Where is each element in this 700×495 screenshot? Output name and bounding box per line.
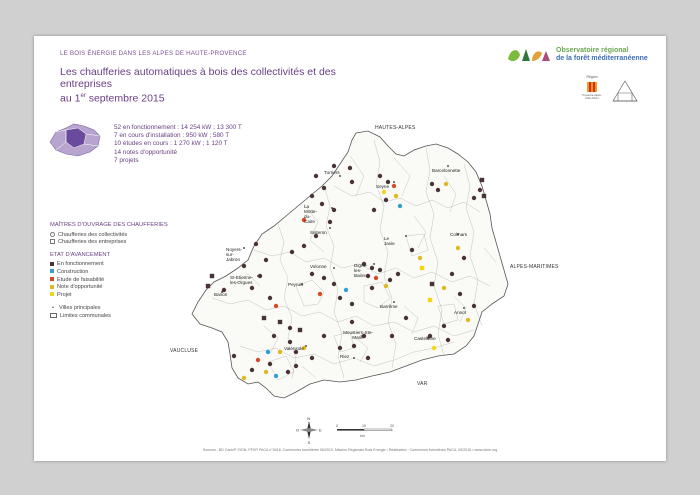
- city-marker-icon: •: [52, 305, 54, 312]
- city-label: La Motte-du-Caire: [304, 204, 318, 224]
- heating-site-marker: [310, 272, 314, 276]
- city-label: Barcelonnette: [432, 168, 461, 173]
- city-point: [339, 175, 341, 177]
- legend-limits-label: Limites communales: [60, 312, 111, 319]
- heating-site-marker: [344, 288, 348, 292]
- department-outline: [192, 131, 508, 398]
- heating-site-marker: [396, 272, 400, 276]
- heating-site-marker: [432, 346, 436, 350]
- heating-site-marker: [314, 174, 318, 178]
- scale-tick: 10: [362, 424, 366, 428]
- city-label: Banon: [214, 292, 228, 297]
- region-sub: Provence-Alpes-Côte d'Azur: [582, 94, 602, 100]
- city-label: Turriers: [324, 170, 340, 175]
- title-line-1: Les chaufferies automatiques à bois des collectivités et des entreprises: [60, 66, 336, 90]
- heating-site-marker: [268, 362, 272, 366]
- compass-o: O: [296, 427, 300, 433]
- heating-site-marker: [392, 184, 396, 188]
- heating-site-marker: [274, 304, 278, 308]
- heating-site-marker: [290, 250, 294, 254]
- title-date-sup: er: [80, 93, 86, 99]
- heating-site-marker: [372, 208, 376, 212]
- heating-site-marker: [430, 282, 434, 286]
- heating-site-marker: [442, 286, 446, 290]
- heating-site-marker: [250, 286, 254, 290]
- heating-site-marker: [348, 166, 352, 170]
- heating-site-marker: [418, 256, 422, 260]
- city-point: [329, 227, 331, 229]
- city-point: [405, 235, 407, 237]
- heating-site-marker: [232, 354, 236, 358]
- heating-site-marker: [366, 356, 370, 360]
- heating-site-marker: [350, 302, 354, 306]
- legend-status-label: En fonctionnement: [57, 261, 104, 268]
- heating-site-marker: [210, 274, 214, 278]
- scale-tick: 20: [390, 424, 394, 428]
- heating-site-marker: [264, 370, 268, 374]
- heating-site-marker: [378, 268, 382, 272]
- heating-site-marker: [482, 194, 486, 198]
- logo-line-2: de la forêt méditerranéenne: [556, 55, 648, 62]
- title-date-suffix: septembre 2015: [85, 92, 165, 105]
- city-point: [353, 357, 355, 359]
- heating-site-marker: [272, 334, 276, 338]
- stat-studies: 10 études en cours : 1 270 kW ; 1 120 T: [114, 140, 228, 148]
- legend-status-title: ETAT D'AVANCEMENT: [50, 251, 111, 258]
- city-label: Sisteron: [310, 230, 327, 235]
- heating-site-marker: [206, 284, 210, 288]
- heating-site-marker: [332, 164, 336, 168]
- heating-site-marker: [456, 246, 460, 250]
- heating-site-marker: [242, 264, 246, 268]
- heating-site-marker: [430, 182, 434, 186]
- legend-owner-label: Chaufferies des entreprises: [58, 239, 127, 246]
- heating-site-marker: [254, 242, 258, 246]
- heating-site-marker: [398, 204, 402, 208]
- city-point: [393, 181, 395, 183]
- heating-site-marker: [278, 320, 282, 324]
- heating-site-marker: [466, 318, 470, 322]
- heating-site-marker: [462, 256, 466, 260]
- city-label: Riez: [340, 354, 350, 359]
- city-label: Barrême: [380, 304, 398, 309]
- heating-site-marker: [410, 248, 414, 252]
- compass-n: N: [307, 416, 311, 421]
- scale-unit: km: [360, 434, 365, 438]
- label-var: VAR: [417, 381, 428, 387]
- heating-site-marker: [268, 296, 272, 300]
- heating-site-marker: [310, 356, 314, 360]
- heating-site-marker: [350, 320, 354, 324]
- heating-site-marker: [370, 286, 374, 290]
- heating-site-marker: [332, 208, 336, 212]
- city-label: Colmars: [450, 232, 468, 237]
- label-hautes-alpes: HAUTES-ALPES: [375, 125, 416, 131]
- heating-site-marker: [436, 188, 440, 192]
- heating-site-marker: [450, 272, 454, 276]
- department-map: [34, 36, 666, 461]
- heating-site-marker: [428, 298, 432, 302]
- compass-s: S: [307, 440, 311, 444]
- label-alpes-maritimes: ALPES-MARITIMES: [510, 264, 559, 270]
- city-point: [373, 263, 375, 265]
- city-label: Seyne: [376, 184, 390, 189]
- city-label: Volonne: [310, 264, 327, 269]
- city-label: Peyruis: [288, 282, 304, 287]
- heating-site-marker: [338, 346, 342, 350]
- heating-site-marker: [384, 198, 388, 202]
- legend-owner-title: MAÎTRES D'OUVRAGE DES CHAUFFERIES: [50, 222, 168, 228]
- heating-site-marker: [388, 278, 392, 282]
- legend-owner-label: Chaufferies des collectivités: [58, 231, 128, 238]
- heating-site-marker: [294, 364, 298, 368]
- compass-rose-icon: [296, 416, 322, 444]
- label-vaucluse: VAUCLUSE: [170, 348, 199, 354]
- legend-status-label: Projet: [57, 291, 72, 298]
- scale-tick: 0: [336, 424, 338, 428]
- kicker: LE BOIS ÉNERGIE DANS LES ALPES DE HAUTE-PROVENCE: [60, 50, 247, 57]
- heating-site-marker: [266, 350, 270, 354]
- heating-site-marker: [446, 338, 450, 342]
- stat-installation: 7 en cours d'installation : 950 kW ; 580 T: [114, 132, 230, 140]
- city-label: Digne-les-Bains: [354, 263, 368, 278]
- heating-site-marker: [318, 292, 322, 296]
- heating-site-marker: [322, 276, 326, 280]
- heating-site-marker: [302, 244, 306, 248]
- heating-site-marker: [350, 180, 354, 184]
- logo-line-1: Observatoire régional: [556, 47, 629, 54]
- city-point: [447, 165, 449, 167]
- region-label: Région: [586, 75, 598, 79]
- heating-site-marker: [264, 258, 268, 262]
- heating-site-marker: [458, 292, 462, 296]
- heating-site-marker: [442, 324, 446, 328]
- heating-site-marker: [310, 194, 314, 198]
- heating-site-marker: [472, 196, 476, 200]
- heating-site-marker: [274, 374, 278, 378]
- city-point: [463, 307, 465, 309]
- heating-site-marker: [288, 340, 292, 344]
- heating-site-marker: [278, 350, 282, 354]
- legend-status-label: Etude de faisabilité: [57, 276, 105, 283]
- heating-site-marker: [288, 326, 292, 330]
- city-label: Le Javie: [384, 236, 395, 246]
- heating-site-marker: [352, 344, 356, 348]
- heating-site-marker: [298, 328, 302, 332]
- heating-site-marker: [478, 188, 482, 192]
- heating-site-marker: [378, 174, 382, 178]
- heating-site-marker: [420, 266, 424, 270]
- heating-site-marker: [262, 316, 266, 320]
- stat-notes: 14 notes d'opportunité: [114, 148, 178, 156]
- city-point: [243, 247, 245, 249]
- heating-site-marker: [390, 334, 394, 338]
- stat-projects: 7 projets: [114, 156, 139, 164]
- map-page: [34, 36, 666, 461]
- heating-site-marker: [374, 276, 378, 280]
- heating-site-marker: [404, 316, 408, 320]
- heating-site-marker: [322, 186, 326, 190]
- heating-site-marker: [286, 370, 290, 374]
- heating-site-marker: [256, 358, 260, 362]
- heating-site-marker: [472, 304, 476, 308]
- heating-site-marker: [250, 368, 254, 372]
- stat-running: 52 en fonctionnement : 14 254 kW ; 13 300 T: [114, 124, 242, 131]
- title-date-prefix: au 1: [60, 92, 81, 105]
- heating-site-marker: [320, 202, 324, 206]
- heating-site-marker: [322, 334, 326, 338]
- city-point: [393, 301, 395, 303]
- heating-site-marker: [382, 190, 386, 194]
- city-label: Annot: [454, 310, 467, 315]
- heating-site-marker: [370, 266, 374, 270]
- legend-cities-label: Villes principales: [59, 305, 101, 312]
- city-label: Moustiers-Ste-Marie: [343, 330, 373, 340]
- city-label: Castellane: [414, 336, 436, 341]
- heating-site-marker: [328, 220, 332, 224]
- compass-e: E: [319, 427, 322, 433]
- city-label: Noyers-sur-Jabron: [226, 247, 243, 262]
- heating-site-marker: [332, 282, 336, 286]
- heating-site-marker: [480, 178, 484, 182]
- legend-status-label: Construction: [57, 268, 89, 275]
- scale-bar: [334, 420, 404, 442]
- heating-site-marker: [394, 194, 398, 198]
- heating-site-marker: [444, 182, 448, 186]
- sources-text: Sources : BD Carto® ©IGN, PFKR PACA n°8416, Communes forestières 06/2015, Mission Régionale Bois Energie • Réalisation : Communes forestières PACA, 09/2015 • www.ofme.org: [202, 448, 498, 452]
- city-label: St-Etienne-les-Orgues: [230, 275, 253, 285]
- heating-site-marker: [338, 296, 342, 300]
- city-point: [333, 267, 335, 269]
- heating-site-marker: [242, 376, 246, 380]
- city-label: Valensole: [284, 346, 304, 351]
- legend-status-label: Note d'opportunité: [57, 284, 103, 291]
- heating-site-marker: [384, 284, 388, 288]
